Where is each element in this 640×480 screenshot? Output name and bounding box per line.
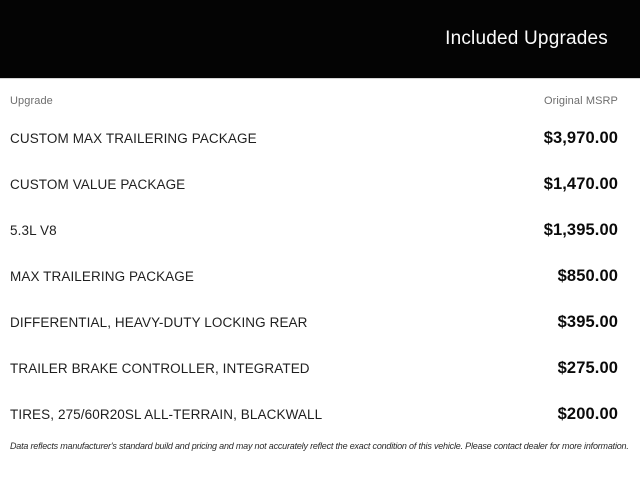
upgrade-name: 5.3L V8	[10, 222, 57, 238]
table-row	[0, 253, 640, 299]
upgrade-name: DIFFERENTIAL, HEAVY-DUTY LOCKING REAR	[10, 314, 308, 330]
table-row	[0, 207, 640, 253]
upgrade-name: CUSTOM VALUE PACKAGE	[10, 176, 186, 192]
upgrade-name: TRAILER BRAKE CONTROLLER, INTEGRATED	[10, 360, 310, 376]
upgrade-price: $1,470.00	[543, 174, 618, 193]
table-row	[0, 115, 640, 161]
upgrade-price: $850.00	[557, 266, 618, 285]
upgrade-name: TIRES, 275/60R20SL ALL-TERRAIN, BLACKWALL	[10, 406, 323, 422]
table-row	[0, 161, 640, 207]
upgrade-price: $3,970.00	[543, 128, 618, 147]
table-column-headers	[0, 79, 640, 115]
upgrade-price: $200.00	[557, 404, 618, 423]
page-title: Included Upgrades	[445, 28, 608, 49]
upgrade-price: $275.00	[557, 358, 618, 377]
table-row	[0, 299, 640, 345]
table-row	[0, 391, 640, 437]
upgrade-name: MAX TRAILERING PACKAGE	[10, 268, 194, 284]
upgrade-price: $395.00	[557, 312, 618, 331]
upgrades-table	[0, 115, 640, 437]
disclaimer-text: Data reflects manufacturer's standard build and pricing and may not accurately reflect the exact condition of this vehicle. Please contact dealer for more information.	[10, 441, 629, 451]
upgrade-name: CUSTOM MAX TRAILERING PACKAGE	[10, 130, 257, 146]
table-row	[0, 345, 640, 391]
upgrade-price: $1,395.00	[543, 220, 618, 239]
header-bar	[0, 0, 640, 79]
column-header-upgrade: Upgrade	[10, 95, 53, 107]
column-header-msrp: Original MSRP	[543, 95, 618, 107]
